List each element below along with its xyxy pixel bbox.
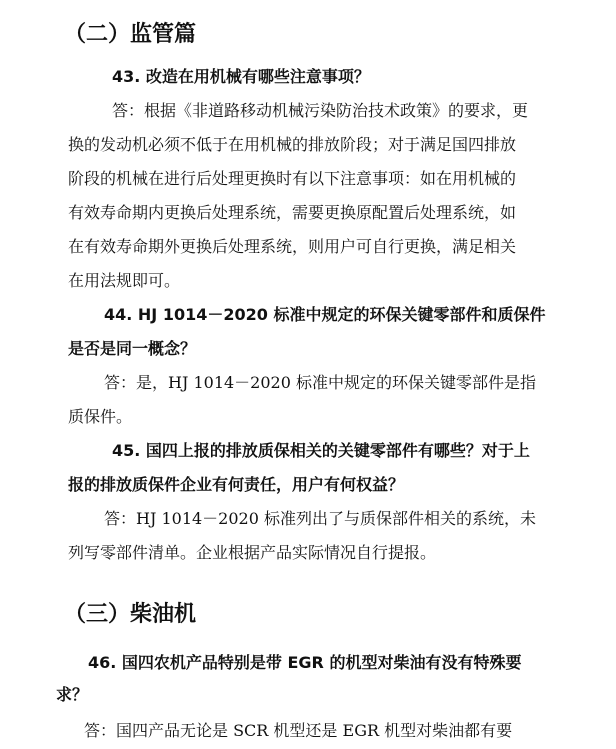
question-44-cont: 是否是同一概念？ [68, 339, 197, 358]
answer-46-line: 答：国四产品无论是 SCR 机型还是 EGR 机型对柴油都有要 [84, 721, 513, 740]
answer-44-line: 答：是，HJ 1014－2020 标准中规定的环保关键零部件是指 [104, 373, 536, 392]
answer-45-line: 答：HJ 1014－2020 标准列出了与质保部件相关的系统，未 [104, 509, 536, 528]
question-45-cont: 报的排放质保件企业有何责任，用户有何权益？ [68, 475, 405, 494]
question-46: 46. 国四农机产品特别是带 EGR 的机型对柴油有没有特殊要 [88, 653, 522, 672]
section-heading-diesel: （三）柴油机 [64, 602, 197, 627]
question-44: 44. HJ 1014－2020 标准中规定的环保关键零部件和质保件 [104, 305, 546, 324]
answer-43-line: 答：根据《非道路移动机械污染防治技术政策》的要求，更 [112, 101, 529, 120]
answer-43-line: 换的发动机必须不低于在用机械的排放阶段；对于满足国四排放 [68, 135, 517, 154]
question-43: 43. 改造在用机械有哪些注意事项？ [112, 67, 370, 86]
answer-43-line: 在有效寿命期外更换后处理系统，则用户可自行更换，满足相关 [68, 237, 517, 256]
question-46-cont: 求？ [56, 685, 89, 704]
answer-45-line: 列写零部件清单。企业根据产品实际情况自行提报。 [68, 543, 437, 562]
answer-44-line: 质保件。 [68, 407, 133, 426]
section-heading-supervision: （二）监管篇 [64, 22, 197, 47]
answer-43-line: 阶段的机械在进行后处理更换时有以下注意事项：如在用机械的 [68, 169, 517, 188]
question-45: 45. 国四上报的排放质保相关的关键零部件有哪些？对于上 [112, 441, 530, 460]
answer-43-line: 在用法规即可。 [68, 271, 181, 290]
answer-43-line: 有效寿命期内更换后处理系统，需要更换原配置后处理系统，如 [68, 203, 517, 222]
